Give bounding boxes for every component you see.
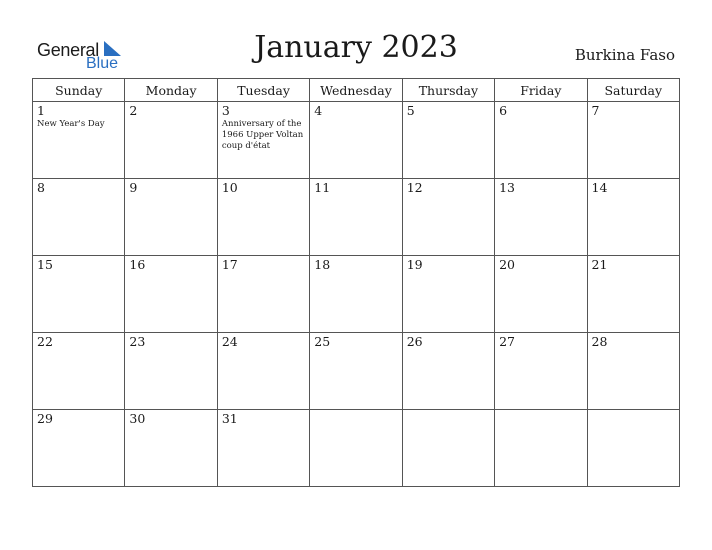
day-number: 20 xyxy=(499,257,516,272)
day-cell xyxy=(310,256,402,333)
day-cell xyxy=(33,179,125,256)
day-number: 12 xyxy=(406,180,423,195)
calendar-title: January 2023 xyxy=(254,30,458,65)
day-number: 25 xyxy=(314,334,331,349)
day-number: 4 xyxy=(314,103,323,118)
day-cell xyxy=(402,179,494,256)
week-row xyxy=(33,179,680,256)
day-number: 29 xyxy=(37,411,53,426)
day-number: 11 xyxy=(314,180,331,195)
holiday-label: New Year's Day xyxy=(37,119,105,129)
day-cell xyxy=(495,410,587,487)
day-cell xyxy=(217,410,309,487)
day-cell xyxy=(217,256,309,333)
day-number: 14 xyxy=(591,180,608,195)
calendar-grid xyxy=(32,78,680,487)
logo-general-text: General xyxy=(37,40,99,60)
day-cell xyxy=(33,256,125,333)
day-cell xyxy=(495,256,587,333)
day-cell xyxy=(402,333,494,410)
day-cell xyxy=(587,410,679,487)
day-number: 31 xyxy=(221,411,238,426)
day-cell xyxy=(217,333,309,410)
day-number: 18 xyxy=(314,257,331,272)
day-number: 23 xyxy=(129,334,146,349)
day-number: 7 xyxy=(591,103,600,118)
weekday-header: Sunday xyxy=(33,79,125,102)
day-cell xyxy=(402,102,494,179)
weekday-header: Wednesday xyxy=(310,79,402,102)
day-cell xyxy=(125,256,217,333)
day-cell xyxy=(495,333,587,410)
day-cell xyxy=(125,102,217,179)
week-row xyxy=(33,102,680,179)
weekday-header-row xyxy=(33,79,680,102)
weekday-header: Tuesday xyxy=(217,79,309,102)
day-number: 10 xyxy=(221,180,238,195)
day-cell xyxy=(33,102,125,179)
weekday-header: Friday xyxy=(495,79,587,102)
day-number: 15 xyxy=(37,257,53,272)
day-number: 30 xyxy=(129,411,146,426)
day-number: 1 xyxy=(37,103,45,118)
day-number: 24 xyxy=(221,334,238,349)
day-cell xyxy=(125,333,217,410)
day-cell xyxy=(587,179,679,256)
weekday-header: Monday xyxy=(125,79,217,102)
country-name: Burkina Faso xyxy=(574,46,675,64)
day-cell xyxy=(310,102,402,179)
day-number: 2 xyxy=(129,103,138,118)
logo-blue-text: Blue xyxy=(86,55,119,72)
day-number: 22 xyxy=(37,334,53,349)
day-cell xyxy=(33,333,125,410)
week-row xyxy=(33,410,680,487)
day-number: 21 xyxy=(591,257,608,272)
day-cell xyxy=(587,256,679,333)
day-number: 5 xyxy=(406,103,415,118)
day-cell xyxy=(495,179,587,256)
day-cell xyxy=(310,333,402,410)
day-cell xyxy=(125,179,217,256)
week-row xyxy=(33,256,680,333)
day-cell xyxy=(402,410,494,487)
day-number: 9 xyxy=(129,180,138,195)
day-number: 19 xyxy=(406,257,423,272)
day-cell xyxy=(310,179,402,256)
weekday-header: Saturday xyxy=(587,79,679,102)
day-cell xyxy=(402,256,494,333)
day-cell xyxy=(310,410,402,487)
day-cell xyxy=(495,102,587,179)
day-number: 16 xyxy=(129,257,146,272)
day-cell xyxy=(217,102,309,179)
week-row xyxy=(33,333,680,410)
day-number: 8 xyxy=(37,180,45,195)
day-cell xyxy=(587,102,679,179)
day-number: 3 xyxy=(221,103,230,118)
day-number: 6 xyxy=(499,103,508,118)
holiday-label: Anniversary of the 1966 Upper Voltan coup d'état xyxy=(221,119,304,151)
day-number: 13 xyxy=(499,180,516,195)
day-cell xyxy=(125,410,217,487)
day-number: 26 xyxy=(406,334,423,349)
day-number: 28 xyxy=(591,334,608,349)
day-number: 17 xyxy=(221,257,238,272)
day-cell xyxy=(217,179,309,256)
day-cell xyxy=(33,410,125,487)
weekday-header: Thursday xyxy=(402,79,494,102)
day-number: 27 xyxy=(499,334,516,349)
day-cell xyxy=(587,333,679,410)
